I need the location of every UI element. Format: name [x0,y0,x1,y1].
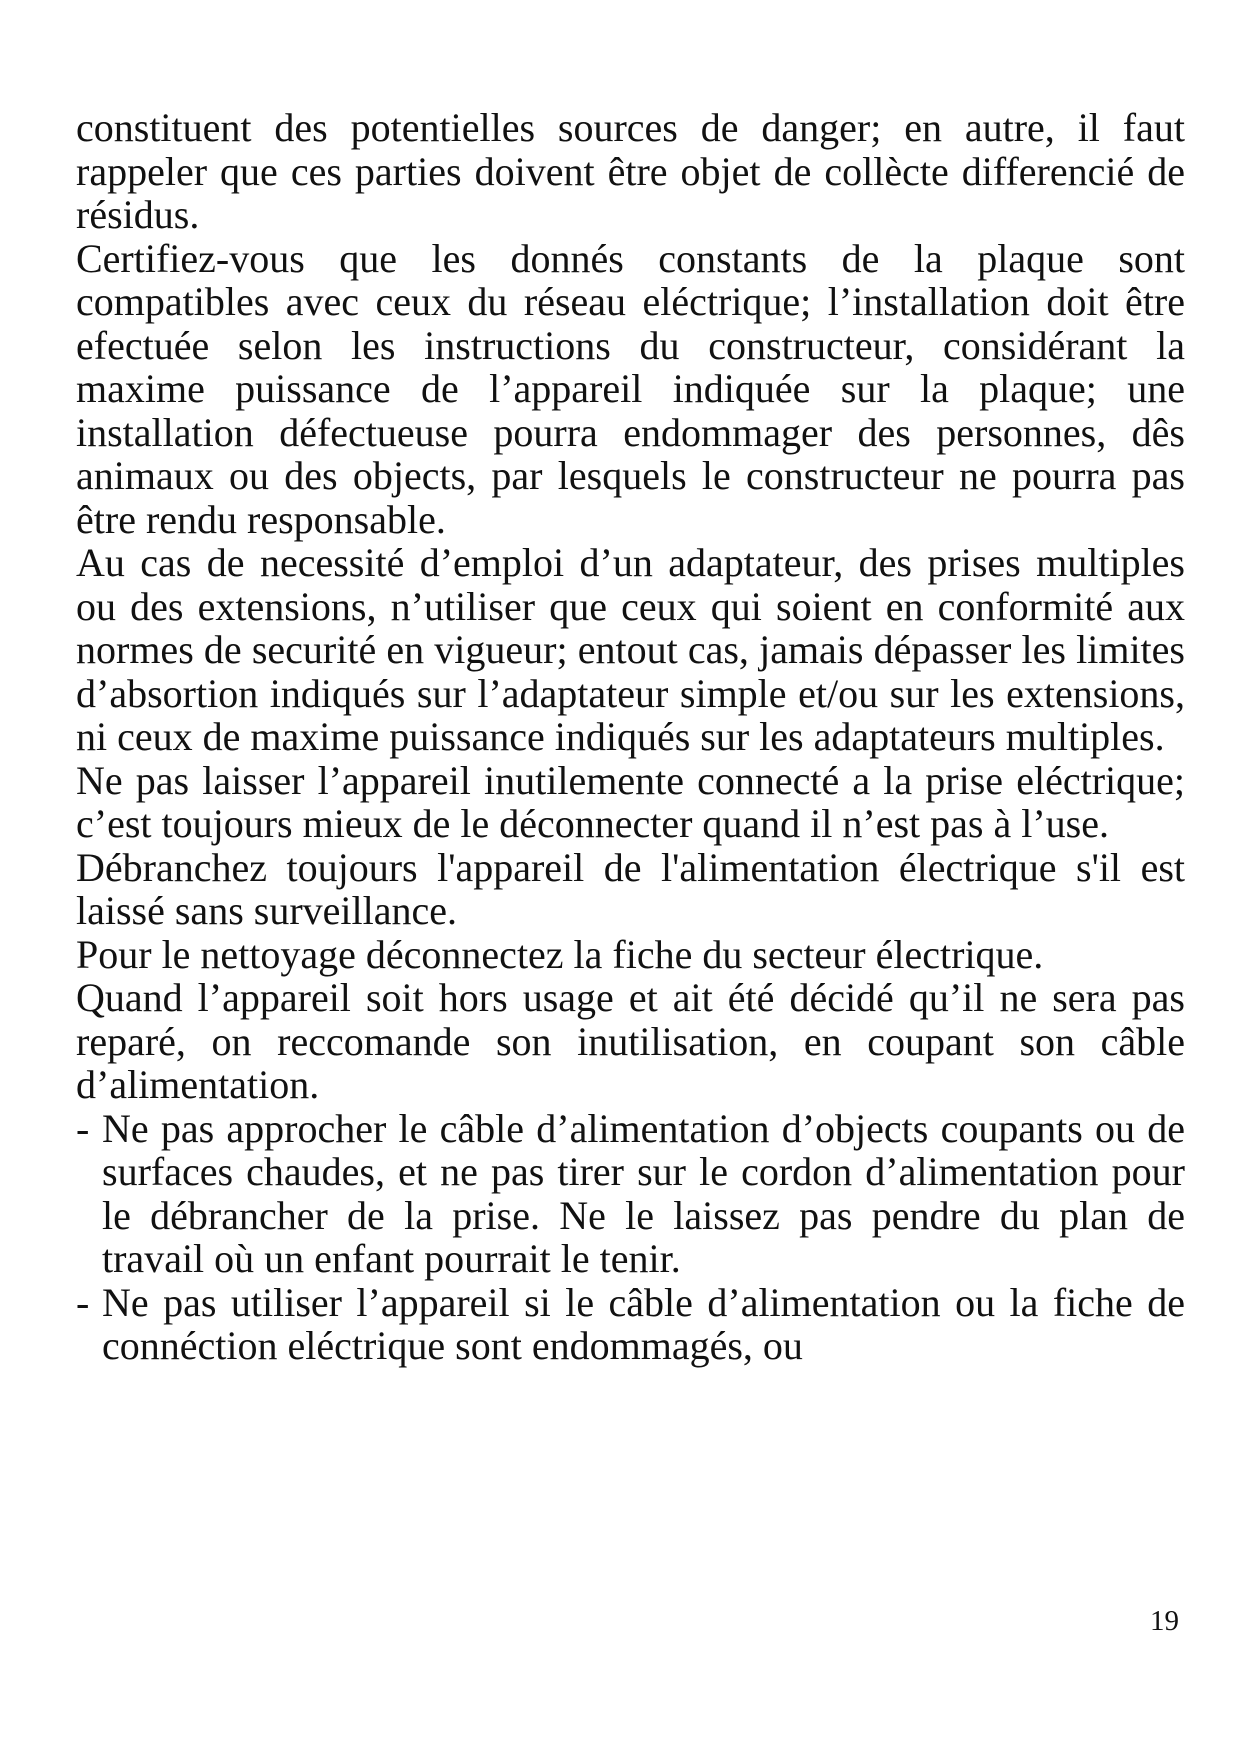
bullet-marker: - [76,1105,90,1151]
warning-list [76,1107,1185,1368]
paragraph-disconnect: Ne pas laisser l’appareil inutilemente connecté a la prise eléctrique; c’est toujours mieux de le déconnecter quand il n’est pas à l’use. [76,757,1185,846]
paragraph-rating-plate: Certifiez-vous que les donnés constants de la plaque sont compatibles avec ceux du réseau eléctrique; l’installation doit être efectuée selon les instructions du constructeur, considérant la maxime puissance de l’appareil indiquée sur la plaque; une installation défectueuse pourra endommager des personnes, dês animaux ou des objects, par lesquels le constructeur ne pourra pas être rendu responsable. [76,235,1185,542]
bullet-marker: - [76,1279,90,1325]
page-number: 19 [1150,1605,1179,1637]
paragraph-cleaning: Pour le nettoyage déconnectez la fiche du secteur électrique. [76,931,1044,977]
list-item-text: Ne pas utiliser l’appareil si le câble d’alimentation ou la fiche de connéction eléctrique sont endommagés, ou [102,1279,1185,1368]
paragraph-danger-sources: constituent des potentielles sources de danger; en autre, il faut rappeler que ces parties doivent être objet de collècte differencié de résidus. [76,105,1185,237]
paragraph-adapters: Au cas de necessité d’emploi d’un adaptateur, des prises multiples ou des extensions, n’utiliser que ceux qui soient en conformité aux normes de securité en vigueur; entout cas, jamais dépasser les limites d’absortion indiqués sur l’adaptateur simple et/ou sur les extensions, ni ceux de maxime puissance indiqués sur les adaptateurs multiples. [76,540,1185,759]
paragraph-disposal: Quand l’appareil soit hors usage et ait été décidé qu’il ne sera pas reparé, on reccomande son inutilisation, en coupant son câble d’alimentation. [76,975,1185,1107]
list-item-text: Ne pas approcher le câble d’alimentation d’objects coupants ou de surfaces chaudes, et ne pas tirer sur le cordon d’alimentation pour le débrancher de la prise. Ne le laissez pas pendre du plan de travail où un enfant pourrait le tenir. [102,1105,1185,1281]
body-text [76,106,1185,1368]
list-item [76,1107,1185,1281]
paragraph-unattended: Débranchez toujours l'appareil de l'alimentation électrique s'il est laissé sans surveillance. [76,844,1185,933]
list-item [76,1281,1185,1368]
